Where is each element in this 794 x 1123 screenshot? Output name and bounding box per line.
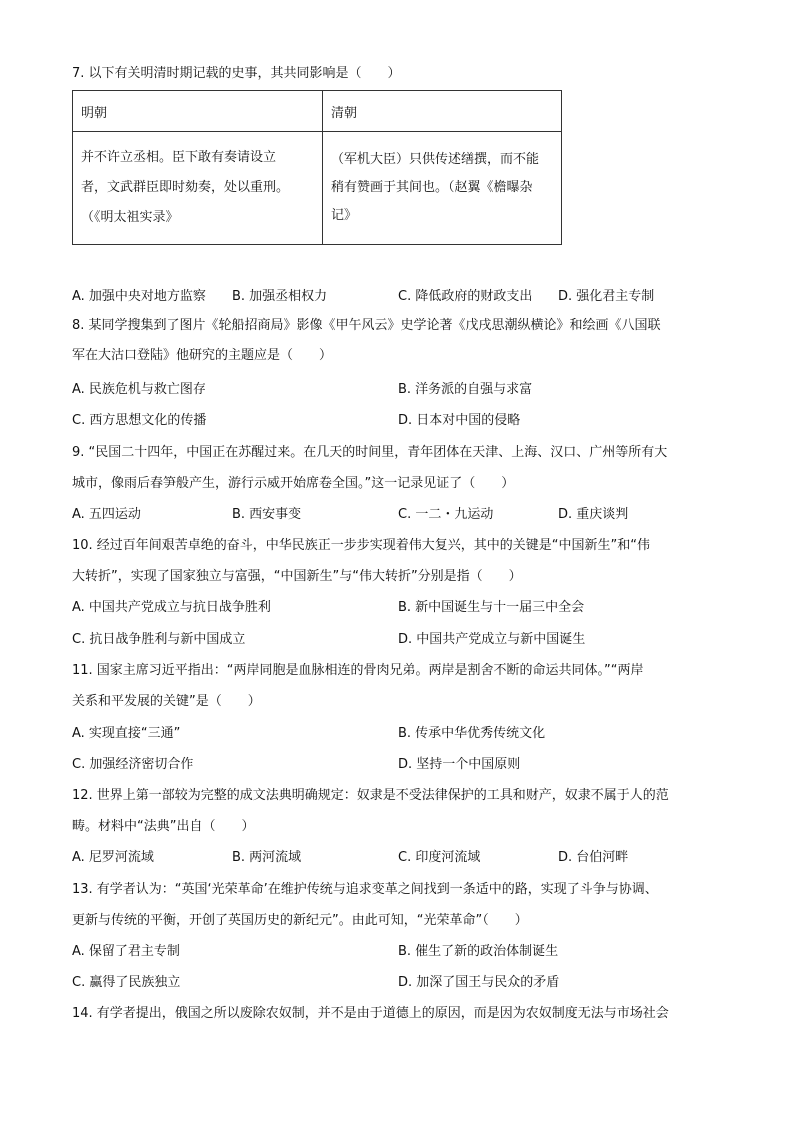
question-13-stem-line1: 13. 有学者认为：“英国‘光荣革命’在维护传统与追求变革之间找到一条适中的路，实现了斗争与协调、 <box>72 882 658 897</box>
q11-option-c[interactable]: C. 加强经济密切合作 <box>72 757 194 772</box>
question-11-stem-line1: 11. 国家主席习近平指出：“两岸同胞是血脉相连的骨肉兄弟。两岸是割舍不断的命运共同体。”“两岸 <box>72 663 644 678</box>
q9-option-a[interactable]: A. 五四运动 <box>72 507 141 522</box>
table-cell-line: 稍有赞画于其间也。（赵翼《檐曝杂 <box>331 180 533 195</box>
table-cell-line: 记》 <box>331 208 358 223</box>
question-10-stem-line1: 10. 经过百年间艰苦卓绝的奋斗，中华民族正一步步实现着伟大复兴，其中的关键是“中国新生”和“伟 <box>72 538 651 553</box>
q11-option-b[interactable]: B. 传承中华优秀传统文化 <box>398 726 546 741</box>
q9-option-d[interactable]: D. 重庆谈判 <box>558 507 629 522</box>
question-14-stem-line1: 14. 有学者提出，俄国之所以废除农奴制，并不是由于道德上的原因，而是因为农奴制度无法与市场社会 <box>72 1006 669 1021</box>
q12-option-d[interactable]: D. 台伯河畔 <box>558 850 629 865</box>
q7-option-a[interactable]: A. 加强中央对地方监察 <box>72 289 206 304</box>
q12-option-a[interactable]: A. 尼罗河流域 <box>72 850 154 865</box>
q10-option-c[interactable]: C. 抗日战争胜利与新中国成立 <box>72 632 246 647</box>
q13-option-d[interactable]: D. 加深了国王与民众的矛盾 <box>398 975 560 990</box>
q10-option-a[interactable]: A. 中国共产党成立与抗日战争胜利 <box>72 600 271 615</box>
question-8-stem-line2: 军在大沽口登陆》他研究的主题应是（ ） <box>72 348 333 363</box>
table-header-qing: 清朝 <box>323 91 562 132</box>
table-cell-line: 并不许立丞相。臣下敢有奏请设立 <box>81 150 277 165</box>
q9-option-c[interactable]: C. 一二・九运动 <box>398 507 494 522</box>
table-cell-line: （《明太祖实录》 <box>81 210 179 225</box>
question-12-stem-line1: 12. 世界上第一部较为完整的成文法典明确规定：奴隶是不受法律保护的工具和财产，奴隶不属于人的范 <box>72 788 669 803</box>
question-12-stem-line2: 畴。材料中“法典”出自（ ） <box>72 819 255 834</box>
table-cell-line: 者，文武群臣即时劾奏，处以重刑。 <box>81 180 290 195</box>
table-cell-qing <box>323 132 562 245</box>
q8-option-d[interactable]: D. 日本对中国的侵略 <box>398 413 521 428</box>
q9-option-b[interactable]: B. 西安事变 <box>232 507 302 522</box>
q13-option-b[interactable]: B. 催生了新的政治体制诞生 <box>398 944 559 959</box>
question-10-stem-line2: 大转折”，实现了国家独立与富强，“中国新生”与“伟大转折”分别是指（ ） <box>72 569 522 584</box>
q13-option-a[interactable]: A. 保留了君主专制 <box>72 944 180 959</box>
q10-option-d[interactable]: D. 中国共产党成立与新中国诞生 <box>398 632 586 647</box>
question-9-stem-line1: 9. “民国二十四年，中国正在苏醒过来。在几天的时间里，青年团体在天津、上海、汉口、广州等所有大 <box>72 445 668 460</box>
q7-option-c[interactable]: C. 降低政府的财政支出 <box>398 289 533 304</box>
q12-option-c[interactable]: C. 印度河流域 <box>398 850 481 865</box>
q8-option-c[interactable]: C. 西方思想文化的传播 <box>72 413 207 428</box>
q8-option-a[interactable]: A. 民族危机与救亡图存 <box>72 382 206 397</box>
q11-option-d[interactable]: D. 坚持一个中国原则 <box>398 757 521 772</box>
question-13-stem-line2: 更新与传统的平衡，开创了英国历史的新纪元”。由此可知，“光荣革命”（ ） <box>72 913 528 928</box>
q11-option-a[interactable]: A. 实现直接“三通” <box>72 726 181 741</box>
ming-qing-table <box>72 90 562 245</box>
q13-option-c[interactable]: C. 赢得了民族独立 <box>72 975 181 990</box>
q8-option-b[interactable]: B. 洋务派的自强与求富 <box>398 382 533 397</box>
q12-option-b[interactable]: B. 两河流域 <box>232 850 302 865</box>
table-header-ming: 明朝 <box>73 91 323 132</box>
q10-option-b[interactable]: B. 新中国诞生与十一届三中全会 <box>398 600 585 615</box>
question-11-stem-line2: 关系和平发展的关键”是（ ） <box>72 694 261 709</box>
q7-option-b[interactable]: B. 加强丞相权力 <box>232 289 328 304</box>
question-8-stem-line1: 8. 某同学搜集到了图片《轮船招商局》影像《甲午风云》史学论著《戊戌思潮纵横论》和绘画《八国联 <box>72 318 661 333</box>
table-cell-line: （军机大臣）只供传述缮撰，而不能 <box>331 152 540 167</box>
question-7-stem: 7. 以下有关明清时期记载的史事，其共同影响是（ ） <box>72 66 401 81</box>
table-cell-ming <box>73 132 323 245</box>
q7-option-d[interactable]: D. 强化君主专制 <box>558 289 655 304</box>
question-9-stem-line2: 城市，像雨后春笋般产生，游行示威开始席卷全国。”这一记录见证了（ ） <box>72 476 515 491</box>
